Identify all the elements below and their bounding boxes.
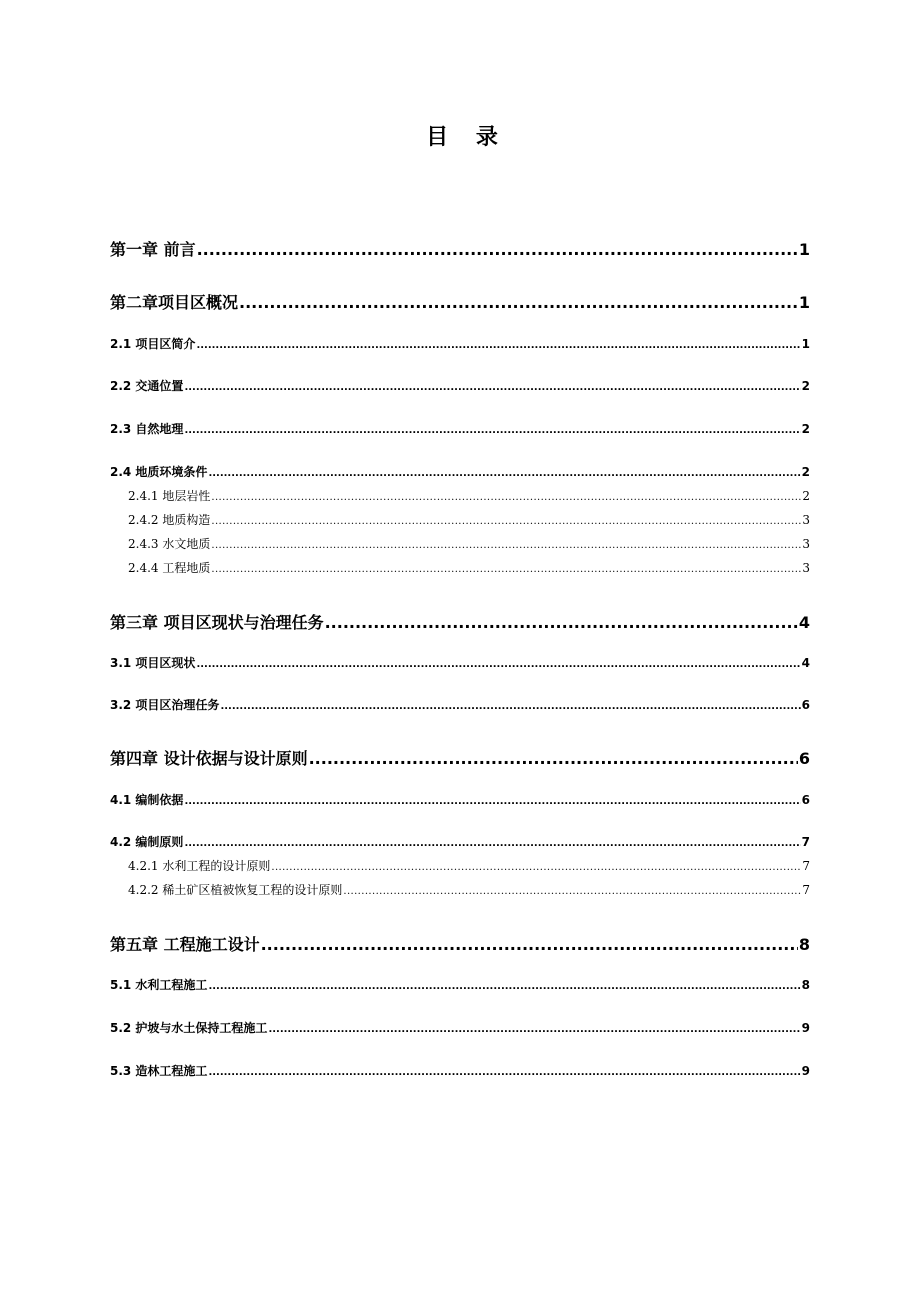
toc-page-number: 4	[798, 613, 810, 632]
toc-entry-3-1[interactable]	[110, 654, 810, 671]
toc-entry-2-4[interactable]	[110, 463, 810, 480]
toc-entry-text: 2.3 自然地理	[110, 422, 184, 436]
toc-leader-dots	[325, 613, 798, 632]
toc-leader-dots	[184, 796, 800, 807]
toc-leader-dots	[197, 240, 798, 259]
toc-leader-dots	[208, 981, 800, 992]
toc-leader-dots	[271, 862, 801, 873]
toc-leader-dots	[208, 468, 800, 479]
toc-leader-dots	[220, 701, 800, 712]
toc-page-number: 9	[801, 1021, 810, 1035]
toc-page-number: 7	[802, 859, 810, 873]
toc-page-number: 9	[801, 1064, 810, 1078]
toc-leader-dots	[184, 838, 800, 849]
toc-page-number: 8	[798, 935, 810, 954]
toc-leader-dots	[184, 382, 800, 393]
toc-entry-text: 4.1 编制依据	[110, 793, 184, 807]
toc-leader-dots	[309, 749, 798, 768]
toc-entry-text: 第一章 前言	[110, 240, 196, 259]
toc-entry-text: 第五章 工程施工设计	[110, 935, 260, 954]
toc-entry-text: 2.4.3 水文地质	[128, 537, 211, 551]
toc-entry-4-2-1[interactable]	[128, 857, 810, 874]
toc-entry-chapter-5[interactable]	[110, 932, 810, 955]
toc-leader-dots	[239, 293, 798, 312]
page-title: 目 录	[426, 125, 508, 150]
toc-entry-text: 2.4 地质环境条件	[110, 465, 208, 479]
toc-entry-text: 2.2 交通位置	[110, 379, 184, 393]
toc-entry-text: 5.2 护坡与水土保持工程施工	[110, 1021, 268, 1035]
toc-leader-dots	[211, 516, 801, 527]
toc-leader-dots	[184, 425, 800, 436]
toc-page-number: 2	[801, 422, 810, 436]
toc-entry-chapter-1[interactable]	[110, 237, 810, 260]
toc-entry-text: 2.4.1 地层岩性	[128, 489, 211, 503]
toc-entry-5-2[interactable]	[110, 1019, 810, 1036]
toc-page-number: 1	[798, 293, 810, 312]
toc-entry-2-2[interactable]	[110, 377, 810, 394]
toc-entry-text: 第二章项目区概况	[110, 293, 239, 312]
toc-entry-2-4-3[interactable]	[128, 535, 810, 552]
toc-leader-dots	[208, 1067, 800, 1078]
toc-page-number: 1	[798, 240, 810, 259]
toc-page-number: 2	[801, 465, 810, 479]
toc-entry-5-1[interactable]	[110, 976, 810, 993]
toc-entry-text: 5.1 水利工程施工	[110, 978, 208, 992]
toc-page-number: 2	[801, 379, 810, 393]
toc-entry-chapter-2[interactable]	[110, 290, 810, 313]
toc-entry-5-3[interactable]	[110, 1062, 810, 1079]
toc-page-number: 1	[801, 337, 810, 351]
toc-entry-3-2[interactable]	[110, 696, 810, 713]
toc-entry-text: 2.4.4 工程地质	[128, 561, 211, 575]
toc-entry-4-2-2[interactable]	[128, 881, 810, 898]
toc-entry-2-4-2[interactable]	[128, 511, 810, 528]
toc-leader-dots	[211, 540, 801, 551]
toc-entry-text: 3.1 项目区现状	[110, 656, 196, 670]
toc-entry-text: 4.2 编制原则	[110, 835, 184, 849]
toc-entry-text: 2.1 项目区简介	[110, 337, 196, 351]
toc-page-number: 6	[798, 749, 810, 768]
toc-entry-4-1[interactable]	[110, 791, 810, 808]
toc-entry-text: 第三章 项目区现状与治理任务	[110, 613, 324, 632]
toc-page-number: 6	[801, 698, 810, 712]
toc-leader-dots	[261, 935, 798, 954]
toc-page-number: 8	[801, 978, 810, 992]
toc-leader-dots	[196, 659, 800, 670]
toc-leader-dots	[196, 340, 800, 351]
toc-page-number: 7	[801, 835, 810, 849]
toc-page-number: 3	[802, 513, 810, 527]
toc-entry-chapter-4[interactable]	[110, 746, 810, 769]
toc-entry-2-4-1[interactable]	[128, 487, 810, 504]
toc-entry-text: 3.2 项目区治理任务	[110, 698, 220, 712]
toc-leader-dots	[211, 492, 801, 503]
toc-entry-text: 5.3 造林工程施工	[110, 1064, 208, 1078]
toc-page-number: 3	[802, 537, 810, 551]
toc-page-number: 7	[802, 883, 810, 897]
toc-entry-4-2[interactable]	[110, 833, 810, 850]
toc-entry-text: 第四章 设计依据与设计原则	[110, 749, 308, 768]
toc-page-number: 4	[801, 656, 810, 670]
toc-leader-dots	[268, 1024, 800, 1035]
toc-entry-2-3[interactable]	[110, 420, 810, 437]
toc-page-number: 6	[801, 793, 810, 807]
toc-entry-text: 4.2.2 稀土矿区植被恢复工程的设计原则	[128, 883, 343, 897]
toc-entry-2-4-4[interactable]	[128, 559, 810, 576]
toc-entry-text: 2.4.2 地质构造	[128, 513, 211, 527]
toc-entry-chapter-3[interactable]	[110, 610, 810, 633]
toc-leader-dots	[211, 564, 801, 575]
toc-entry-2-1[interactable]	[110, 335, 810, 352]
toc-page-number: 2	[802, 489, 810, 503]
toc-leader-dots	[343, 886, 801, 897]
toc-page-number: 3	[802, 561, 810, 575]
toc-entry-text: 4.2.1 水利工程的设计原则	[128, 859, 271, 873]
